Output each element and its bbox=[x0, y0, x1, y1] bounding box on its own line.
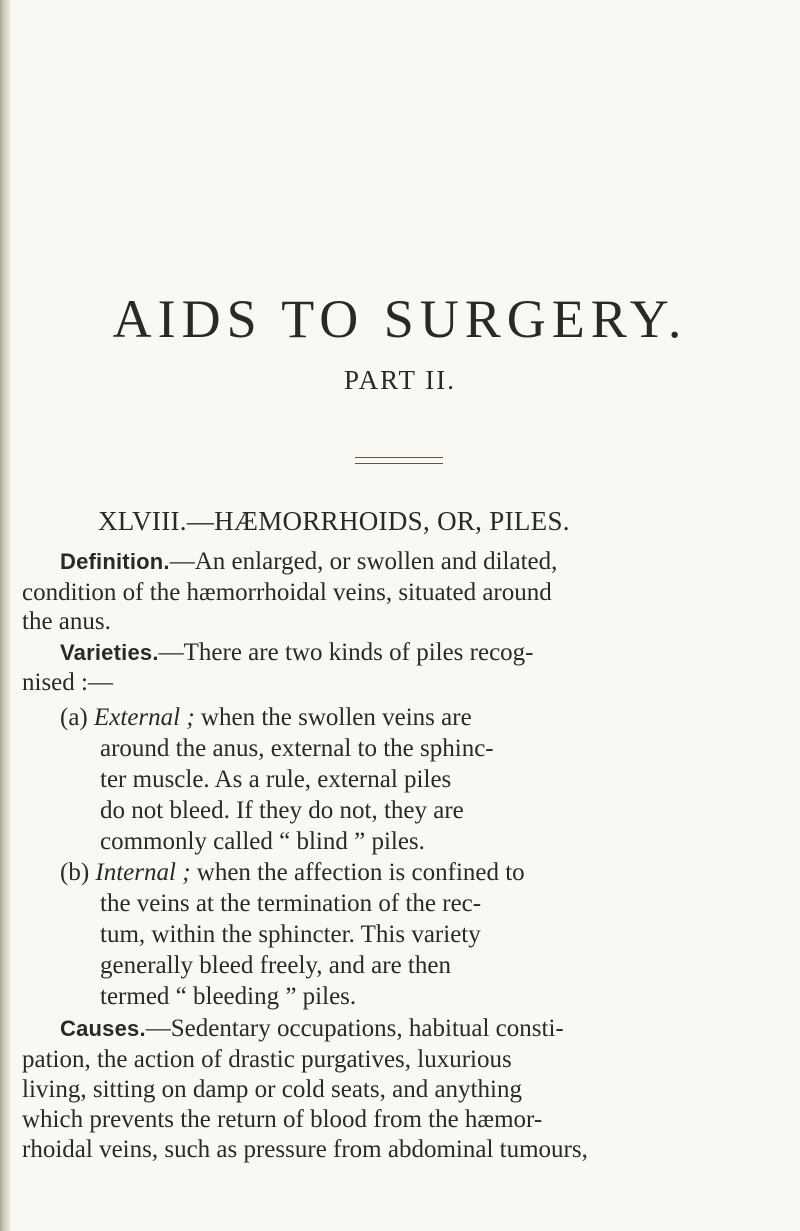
external-text-1: when the swollen veins are bbox=[194, 704, 472, 731]
internal-term: Internal ; bbox=[95, 859, 191, 886]
causes-line-3: living, sitting on damp or cold seats, and anything bbox=[22, 1076, 522, 1103]
external-line-3: ter muscle. As a rule, external piles bbox=[100, 766, 452, 793]
double-rule-top bbox=[355, 457, 443, 458]
external-marker: (a) bbox=[60, 704, 88, 731]
internal-line-1 bbox=[60, 860, 525, 885]
internal-text-1: when the affection is confined to bbox=[190, 859, 525, 886]
external-line-2: around the anus, external to the sphinc- bbox=[100, 735, 494, 762]
book-title: AIDS TO SURGERY. bbox=[112, 289, 688, 349]
definition-line-1 bbox=[60, 549, 557, 574]
varieties-text-1: —There are two kinds of piles recog- bbox=[158, 639, 534, 666]
causes-line-1 bbox=[60, 1016, 564, 1041]
causes-text-1: —Sedentary occupations, habitual consti- bbox=[145, 1015, 564, 1042]
definition-heading: Definition. bbox=[60, 549, 170, 574]
internal-line-2: the veins at the termination of the rec- bbox=[100, 890, 482, 917]
varieties-line-2: nised :— bbox=[22, 669, 113, 696]
double-rule-bottom bbox=[355, 463, 443, 464]
external-line-5: commonly called “ blind ” piles. bbox=[100, 828, 425, 855]
internal-line-4: generally bleed freely, and are then bbox=[100, 952, 451, 979]
internal-marker: (b) bbox=[60, 859, 90, 886]
definition-text-1: —An enlarged, or swollen and dilated, bbox=[169, 548, 558, 575]
part-heading: PART II. bbox=[344, 365, 456, 395]
internal-line-3: tum, within the sphincter. This variety bbox=[100, 921, 481, 948]
external-line-4: do not bleed. If they do not, they are bbox=[100, 797, 464, 824]
definition-line-2: condition of the hæmorrhoidal veins, situated around bbox=[22, 579, 552, 606]
definition-line-3: the anus. bbox=[22, 608, 111, 635]
chapter-heading: XLVIII.—HÆMORRHOIDS, OR, PILES. bbox=[98, 506, 570, 536]
causes-line-4: which prevents the return of blood from the hæmor- bbox=[22, 1106, 543, 1133]
internal-line-5: termed “ bleeding ” piles. bbox=[100, 983, 357, 1010]
external-term: External ; bbox=[94, 704, 195, 731]
causes-line-2: pation, the action of drastic purgatives, luxurious bbox=[22, 1046, 512, 1073]
causes-line-5: rhoidal veins, such as pressure from abdominal tumours, bbox=[22, 1136, 588, 1163]
varieties-heading: Varieties. bbox=[60, 640, 159, 665]
external-line-1 bbox=[60, 705, 472, 730]
causes-heading: Causes. bbox=[60, 1016, 146, 1041]
varieties-line-1 bbox=[60, 640, 534, 665]
